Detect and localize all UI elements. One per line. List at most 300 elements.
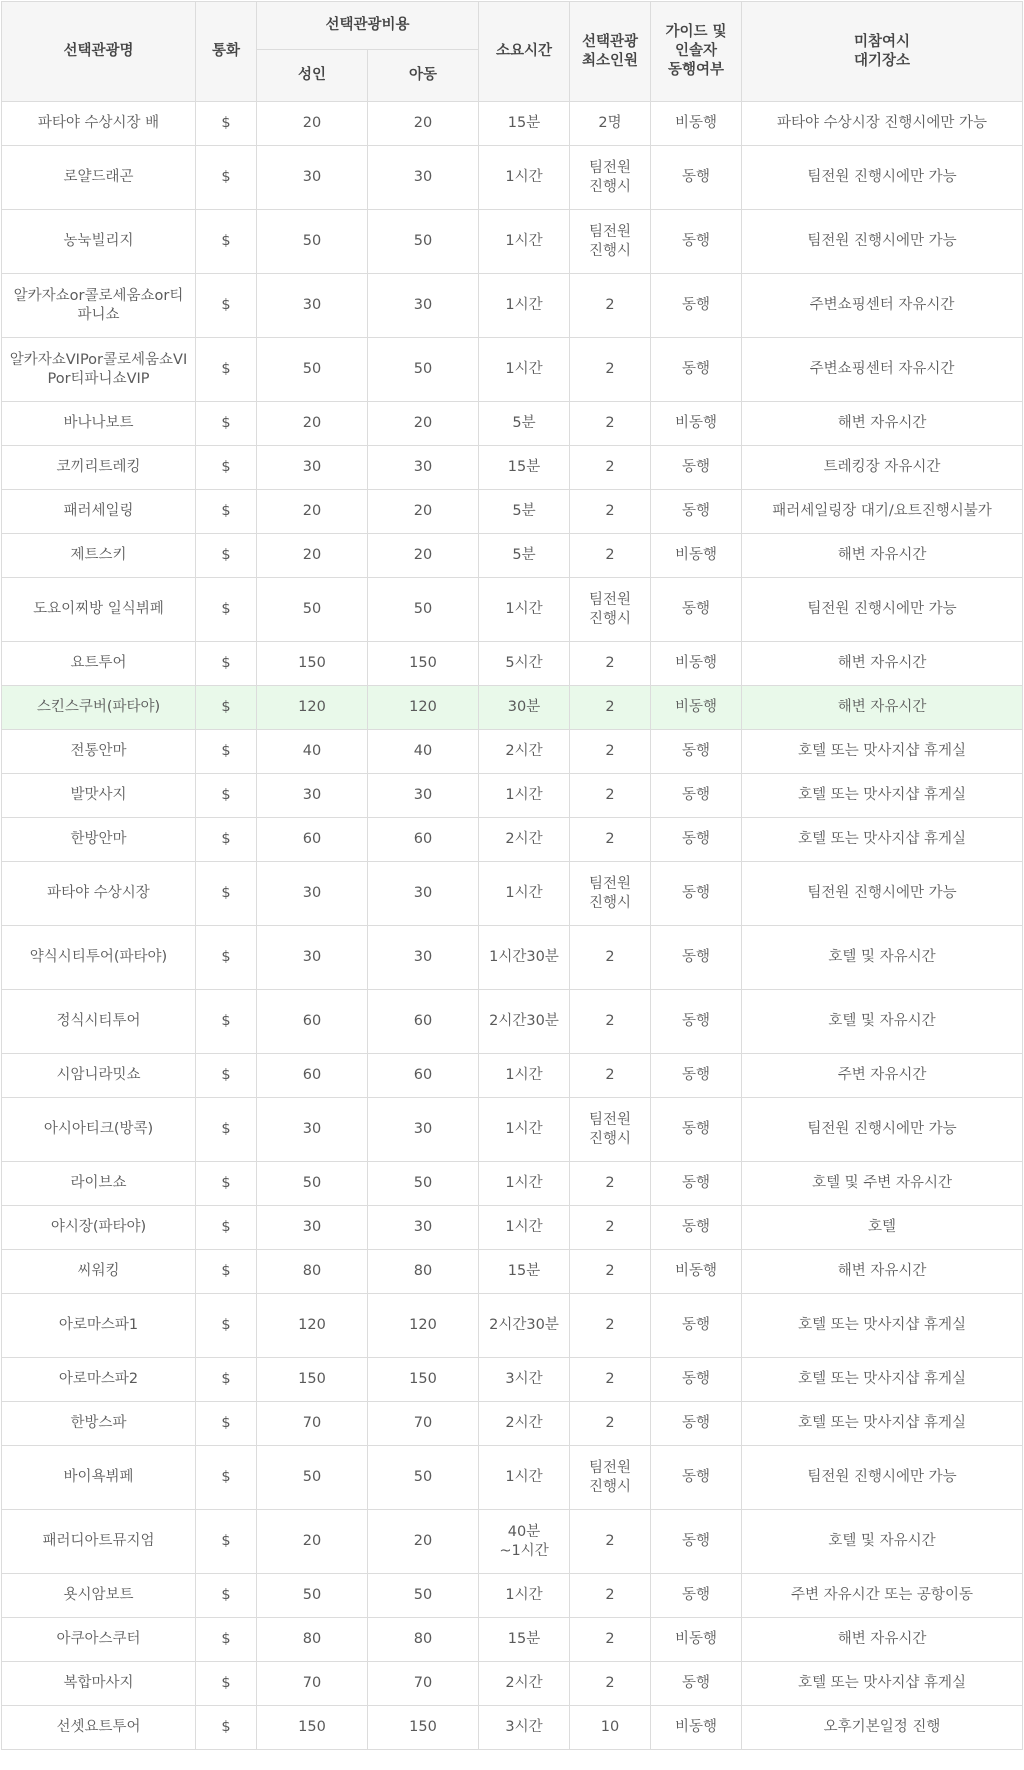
cell-waiting-place: 주변 자유시간 또는 공항이동 [742, 1574, 1023, 1618]
cell-tour-name: 파타야 수상시장 배 [2, 102, 196, 146]
table-row [2, 1574, 1023, 1618]
cell-adult-price: 80 [257, 1250, 368, 1294]
cell-guide: 동행 [651, 1574, 742, 1618]
cell-currency: $ [196, 1294, 257, 1358]
cell-tour-name: 아로마스파1 [2, 1294, 196, 1358]
table-row [2, 1618, 1023, 1662]
cell-duration: 1시간 [479, 774, 570, 818]
cell-adult-price: 70 [257, 1662, 368, 1706]
cell-guide: 동행 [651, 578, 742, 642]
cell-guide: 동행 [651, 446, 742, 490]
cell-adult-price: 30 [257, 446, 368, 490]
table-row [2, 1098, 1023, 1162]
cell-child-price: 20 [368, 490, 479, 534]
cell-child-price: 30 [368, 1098, 479, 1162]
header-guide-line3: 동행여부 [668, 62, 725, 78]
cell-adult-price: 120 [257, 1294, 368, 1358]
cell-guide: 비동행 [651, 402, 742, 446]
cell-duration: 1시간 [479, 578, 570, 642]
cell-min-people: 2 [570, 730, 651, 774]
cell-adult-price: 20 [257, 1510, 368, 1574]
cell-child-price: 40 [368, 730, 479, 774]
cell-waiting-place: 해변 자유시간 [742, 402, 1023, 446]
cell-waiting-place: 팀전원 진행시에만 가능 [742, 1446, 1023, 1510]
table-row [2, 686, 1023, 730]
cell-tour-name: 욧시암보트 [2, 1574, 196, 1618]
cell-tour-name: 복합마사지 [2, 1662, 196, 1706]
cell-currency: $ [196, 1206, 257, 1250]
cell-tour-name: 제트스키 [2, 534, 196, 578]
cell-adult-price: 60 [257, 1054, 368, 1098]
header-min-people-line1: 선택관광 [582, 33, 639, 50]
cell-guide: 비동행 [651, 1706, 742, 1750]
header-min-people-line2: 최소인원 [582, 52, 639, 69]
cell-adult-price: 20 [257, 490, 368, 534]
cell-child-price: 30 [368, 862, 479, 926]
table-row [2, 774, 1023, 818]
cell-waiting-place: 오후기본일정 진행 [742, 1706, 1023, 1750]
header-cost-group: 선택관광비용 [257, 2, 479, 50]
cell-waiting-place: 주변쇼핑센터 자유시간 [742, 338, 1023, 402]
cell-child-price: 120 [368, 1294, 479, 1358]
cell-guide: 동행 [651, 1206, 742, 1250]
cell-guide: 동행 [651, 1662, 742, 1706]
cell-waiting-place: 해변 자유시간 [742, 534, 1023, 578]
cell-min-people: 2 [570, 774, 651, 818]
cell-duration: 1시간 [479, 862, 570, 926]
cell-currency: $ [196, 862, 257, 926]
table-row [2, 1402, 1023, 1446]
header-guide-line1: 가이드 및 [665, 24, 727, 40]
cell-duration: 5분 [479, 534, 570, 578]
cell-guide: 비동행 [651, 686, 742, 730]
cell-currency: $ [196, 274, 257, 338]
cell-duration: 1시간 [479, 1446, 570, 1510]
cell-adult-price: 30 [257, 926, 368, 990]
cell-tour-name: 파타야 수상시장 [2, 862, 196, 926]
cell-child-price: 50 [368, 1574, 479, 1618]
cell-adult-price: 30 [257, 146, 368, 210]
cell-duration: 15분 [479, 446, 570, 490]
table-row [2, 1662, 1023, 1706]
cell-guide: 동행 [651, 1294, 742, 1358]
cell-duration: 5분 [479, 490, 570, 534]
cell-child-price: 30 [368, 446, 479, 490]
cell-tour-name: 패러세일링 [2, 490, 196, 534]
table-row [2, 1510, 1023, 1574]
cell-duration: 1시간 [479, 1054, 570, 1098]
cell-min-people: 2 [570, 926, 651, 990]
cell-adult-price: 150 [257, 642, 368, 686]
table-row [2, 1294, 1023, 1358]
cell-waiting-place: 호텔 또는 맛사지샵 휴게실 [742, 730, 1023, 774]
cell-guide: 동행 [651, 1446, 742, 1510]
cell-adult-price: 50 [257, 338, 368, 402]
table-row [2, 862, 1023, 926]
header-duration: 소요시간 [479, 2, 570, 102]
cell-tour-name: 라이브쇼 [2, 1162, 196, 1206]
cell-min-people: 2 [570, 1358, 651, 1402]
cell-currency: $ [196, 1574, 257, 1618]
table-row [2, 1446, 1023, 1510]
cell-min-people: 2 [570, 1662, 651, 1706]
cell-adult-price: 70 [257, 1402, 368, 1446]
cell-tour-name: 전통안마 [2, 730, 196, 774]
header-min-people [570, 2, 651, 102]
cell-child-price: 30 [368, 774, 479, 818]
cell-tour-name: 아로마스파2 [2, 1358, 196, 1402]
cell-adult-price: 50 [257, 210, 368, 274]
cell-tour-name: 선셋요트투어 [2, 1706, 196, 1750]
cell-adult-price: 30 [257, 1098, 368, 1162]
cell-guide: 비동행 [651, 102, 742, 146]
cell-guide: 동행 [651, 1054, 742, 1098]
cell-child-price: 20 [368, 102, 479, 146]
cell-duration: 1시간 [479, 1574, 570, 1618]
cell-child-price: 50 [368, 1446, 479, 1510]
cell-currency: $ [196, 1618, 257, 1662]
cell-duration: 1시간 [479, 338, 570, 402]
cell-waiting-place: 호텔 또는 맛사지샵 휴게실 [742, 774, 1023, 818]
cell-currency: $ [196, 1510, 257, 1574]
cell-duration: 2시간 [479, 1402, 570, 1446]
cell-tour-name: 패러디아트뮤지엄 [2, 1510, 196, 1574]
cell-min-people: 2 [570, 1162, 651, 1206]
cell-currency: $ [196, 1054, 257, 1098]
cell-currency: $ [196, 1358, 257, 1402]
cell-min-people: 팀전원 진행시 [570, 1098, 651, 1162]
cell-min-people: 2 [570, 1574, 651, 1618]
header-tour-name: 선택관광명 [2, 2, 196, 102]
cell-adult-price: 80 [257, 1618, 368, 1662]
cell-adult-price: 50 [257, 1446, 368, 1510]
cell-tour-name: 바이욕뷔페 [2, 1446, 196, 1510]
cell-child-price: 150 [368, 1358, 479, 1402]
cell-child-price: 50 [368, 210, 479, 274]
cell-tour-name: 알카자쇼or콜로세움쇼or티파니쇼 [2, 274, 196, 338]
cell-tour-name: 요트투어 [2, 642, 196, 686]
cell-currency: $ [196, 774, 257, 818]
cell-guide: 비동행 [651, 642, 742, 686]
cell-min-people: 2 [570, 534, 651, 578]
cell-duration: 30분 [479, 686, 570, 730]
cell-waiting-place: 팀전원 진행시에만 가능 [742, 862, 1023, 926]
cell-tour-name: 바나나보트 [2, 402, 196, 446]
cell-waiting-place: 호텔 [742, 1206, 1023, 1250]
cell-duration: 2시간30분 [479, 990, 570, 1054]
header-child: 아동 [368, 50, 479, 102]
cell-duration: 3시간 [479, 1358, 570, 1402]
cell-currency: $ [196, 1662, 257, 1706]
cell-currency: $ [196, 1250, 257, 1294]
table-row [2, 102, 1023, 146]
cell-adult-price: 30 [257, 774, 368, 818]
cell-child-price: 60 [368, 818, 479, 862]
cell-currency: $ [196, 578, 257, 642]
cell-guide: 동행 [651, 926, 742, 990]
cell-duration: 2시간30분 [479, 1294, 570, 1358]
cell-child-price: 60 [368, 990, 479, 1054]
cell-currency: $ [196, 686, 257, 730]
cell-adult-price: 40 [257, 730, 368, 774]
cell-child-price: 20 [368, 1510, 479, 1574]
table-row [2, 818, 1023, 862]
cell-guide: 동행 [651, 1162, 742, 1206]
cell-duration: 1시간 [479, 1206, 570, 1250]
cell-tour-name: 발맛사지 [2, 774, 196, 818]
table-row [2, 402, 1023, 446]
cell-duration: 1시간 [479, 274, 570, 338]
cell-tour-name: 한방안마 [2, 818, 196, 862]
table-row [2, 146, 1023, 210]
cell-child-price: 70 [368, 1402, 479, 1446]
cell-currency: $ [196, 102, 257, 146]
cell-tour-name: 야시장(파타야) [2, 1206, 196, 1250]
cell-min-people: 10 [570, 1706, 651, 1750]
table-row [2, 578, 1023, 642]
cell-min-people: 2 [570, 490, 651, 534]
cell-currency: $ [196, 446, 257, 490]
cell-currency: $ [196, 490, 257, 534]
cell-adult-price: 30 [257, 1206, 368, 1250]
cell-min-people: 2 [570, 446, 651, 490]
cell-duration: 15분 [479, 1618, 570, 1662]
cell-min-people: 2 [570, 1294, 651, 1358]
cell-child-price: 70 [368, 1662, 479, 1706]
cell-waiting-place: 트레킹장 자유시간 [742, 446, 1023, 490]
cell-guide: 동행 [651, 338, 742, 402]
cell-min-people: 2 [570, 338, 651, 402]
cell-duration: 1시간 [479, 1162, 570, 1206]
cell-waiting-place: 해변 자유시간 [742, 1250, 1023, 1294]
cell-guide: 동행 [651, 1358, 742, 1402]
cell-child-price: 150 [368, 642, 479, 686]
table-row [2, 642, 1023, 686]
cell-currency: $ [196, 730, 257, 774]
cell-tour-name: 한방스파 [2, 1402, 196, 1446]
cell-guide: 비동행 [651, 534, 742, 578]
table-row [2, 490, 1023, 534]
table-row [2, 1162, 1023, 1206]
cell-duration: 2시간 [479, 1662, 570, 1706]
cell-duration: 15분 [479, 102, 570, 146]
cell-waiting-place: 호텔 또는 맛사지샵 휴게실 [742, 1662, 1023, 1706]
cell-child-price: 150 [368, 1706, 479, 1750]
cell-min-people: 2명 [570, 102, 651, 146]
cell-duration: 1시간 [479, 1098, 570, 1162]
cell-duration: 1시간 [479, 146, 570, 210]
cell-currency: $ [196, 1446, 257, 1510]
cell-adult-price: 60 [257, 990, 368, 1054]
cell-tour-name: 알카자쇼VIPor콜로세움쇼VIPor티파니쇼VIP [2, 338, 196, 402]
cell-min-people: 2 [570, 686, 651, 730]
cell-currency: $ [196, 1706, 257, 1750]
cell-guide: 비동행 [651, 1250, 742, 1294]
cell-adult-price: 20 [257, 402, 368, 446]
cell-adult-price: 50 [257, 578, 368, 642]
cell-currency: $ [196, 818, 257, 862]
cell-tour-name: 농눅빌리지 [2, 210, 196, 274]
table-row [2, 210, 1023, 274]
cell-guide: 동행 [651, 210, 742, 274]
cell-adult-price: 150 [257, 1358, 368, 1402]
cell-min-people: 팀전원 진행시 [570, 210, 651, 274]
cell-tour-name: 씨워킹 [2, 1250, 196, 1294]
header-row-top [2, 2, 1023, 50]
cell-tour-name: 시암니라밋쇼 [2, 1054, 196, 1098]
cell-guide: 동행 [651, 818, 742, 862]
table-row [2, 990, 1023, 1054]
header-currency: 통화 [196, 2, 257, 102]
cell-duration: 40분~1시간 [479, 1510, 570, 1574]
cell-guide: 동행 [651, 774, 742, 818]
cell-min-people: 팀전원 진행시 [570, 146, 651, 210]
cell-adult-price: 150 [257, 1706, 368, 1750]
cell-duration: 1시간30분 [479, 926, 570, 990]
cell-waiting-place: 주변쇼핑센터 자유시간 [742, 274, 1023, 338]
cell-tour-name: 도요이찌방 일식뷔페 [2, 578, 196, 642]
cell-duration: 2시간 [479, 818, 570, 862]
cell-child-price: 30 [368, 1206, 479, 1250]
cell-min-people: 팀전원 진행시 [570, 862, 651, 926]
cell-guide: 동행 [651, 490, 742, 534]
cell-child-price: 30 [368, 274, 479, 338]
table-row [2, 1358, 1023, 1402]
optional-tour-table [1, 1, 1023, 1750]
cell-waiting-place: 호텔 또는 맛사지샵 휴게실 [742, 1402, 1023, 1446]
cell-waiting-place: 호텔 및 자유시간 [742, 990, 1023, 1054]
cell-tour-name: 아쿠아스쿠터 [2, 1618, 196, 1662]
cell-duration: 3시간 [479, 1706, 570, 1750]
cell-waiting-place: 호텔 또는 맛사지샵 휴게실 [742, 818, 1023, 862]
cell-waiting-place: 팀전원 진행시에만 가능 [742, 210, 1023, 274]
cell-guide: 동행 [651, 146, 742, 210]
cell-guide: 동행 [651, 1510, 742, 1574]
cell-currency: $ [196, 926, 257, 990]
cell-duration: 5분 [479, 402, 570, 446]
cell-adult-price: 60 [257, 818, 368, 862]
cell-child-price: 60 [368, 1054, 479, 1098]
cell-child-price: 30 [368, 146, 479, 210]
header-guide [651, 2, 742, 102]
cell-adult-price: 50 [257, 1574, 368, 1618]
cell-child-price: 120 [368, 686, 479, 730]
cell-waiting-place: 패러세일링장 대기/요트진행시불가 [742, 490, 1023, 534]
cell-adult-price: 20 [257, 102, 368, 146]
cell-guide: 동행 [651, 1402, 742, 1446]
cell-child-price: 30 [368, 926, 479, 990]
cell-waiting-place: 호텔 및 자유시간 [742, 926, 1023, 990]
cell-child-price: 50 [368, 578, 479, 642]
cell-min-people: 2 [570, 1618, 651, 1662]
cell-currency: $ [196, 1098, 257, 1162]
table-row [2, 926, 1023, 990]
cell-guide: 동행 [651, 990, 742, 1054]
cell-waiting-place: 해변 자유시간 [742, 642, 1023, 686]
cell-duration: 1시간 [479, 210, 570, 274]
cell-adult-price: 30 [257, 862, 368, 926]
cell-waiting-place: 팀전원 진행시에만 가능 [742, 1098, 1023, 1162]
cell-waiting-place: 해변 자유시간 [742, 1618, 1023, 1662]
table-row [2, 274, 1023, 338]
cell-currency: $ [196, 1162, 257, 1206]
cell-tour-name: 정식시티투어 [2, 990, 196, 1054]
cell-duration: 2시간 [479, 730, 570, 774]
cell-tour-name: 로얄드래곤 [2, 146, 196, 210]
cell-min-people: 2 [570, 1206, 651, 1250]
header-waiting-line2: 대기장소 [854, 52, 911, 69]
cell-child-price: 80 [368, 1618, 479, 1662]
table-body [2, 102, 1023, 1750]
cell-waiting-place: 파타야 수상시장 진행시에만 가능 [742, 102, 1023, 146]
cell-guide: 동행 [651, 274, 742, 338]
cell-currency: $ [196, 1402, 257, 1446]
cell-waiting-place: 해변 자유시간 [742, 686, 1023, 730]
table-row [2, 446, 1023, 490]
cell-guide: 동행 [651, 1098, 742, 1162]
cell-child-price: 50 [368, 1162, 479, 1206]
cell-guide: 비동행 [651, 1618, 742, 1662]
table-row [2, 1054, 1023, 1098]
cell-child-price: 20 [368, 402, 479, 446]
cell-min-people: 2 [570, 642, 651, 686]
cell-waiting-place: 주변 자유시간 [742, 1054, 1023, 1098]
cell-waiting-place: 팀전원 진행시에만 가능 [742, 578, 1023, 642]
cell-duration: 15분 [479, 1250, 570, 1294]
cell-waiting-place: 호텔 또는 맛사지샵 휴게실 [742, 1294, 1023, 1358]
cell-waiting-place: 팀전원 진행시에만 가능 [742, 146, 1023, 210]
header-adult: 성인 [257, 50, 368, 102]
cell-currency: $ [196, 338, 257, 402]
cell-min-people: 팀전원 진행시 [570, 1446, 651, 1510]
table-row [2, 730, 1023, 774]
cell-guide: 동행 [651, 862, 742, 926]
header-guide-line2: 인솔자 [675, 43, 718, 59]
header-waiting-place [742, 2, 1023, 102]
header-waiting-line1: 미참여시 [854, 33, 911, 50]
cell-child-price: 80 [368, 1250, 479, 1294]
cell-min-people: 2 [570, 1250, 651, 1294]
cell-currency: $ [196, 146, 257, 210]
cell-min-people: 2 [570, 818, 651, 862]
cell-min-people: 2 [570, 402, 651, 446]
cell-min-people: 팀전원 진행시 [570, 578, 651, 642]
cell-currency: $ [196, 210, 257, 274]
cell-guide: 동행 [651, 730, 742, 774]
cell-min-people: 2 [570, 1402, 651, 1446]
cell-currency: $ [196, 534, 257, 578]
cell-currency: $ [196, 642, 257, 686]
cell-min-people: 2 [570, 1510, 651, 1574]
cell-tour-name: 코끼리트레킹 [2, 446, 196, 490]
cell-min-people: 2 [570, 990, 651, 1054]
cell-tour-name: 스킨스쿠버(파타야) [2, 686, 196, 730]
cell-adult-price: 120 [257, 686, 368, 730]
table-row [2, 1250, 1023, 1294]
table-row [2, 338, 1023, 402]
cell-duration: 5시간 [479, 642, 570, 686]
cell-tour-name: 아시아티크(방콕) [2, 1098, 196, 1162]
cell-child-price: 50 [368, 338, 479, 402]
cell-currency: $ [196, 990, 257, 1054]
cell-tour-name: 약식시티투어(파타야) [2, 926, 196, 990]
table-row [2, 1206, 1023, 1250]
cell-waiting-place: 호텔 또는 맛사지샵 휴게실 [742, 1358, 1023, 1402]
cell-min-people: 2 [570, 274, 651, 338]
cell-currency: $ [196, 402, 257, 446]
cell-adult-price: 20 [257, 534, 368, 578]
table-row [2, 1706, 1023, 1750]
